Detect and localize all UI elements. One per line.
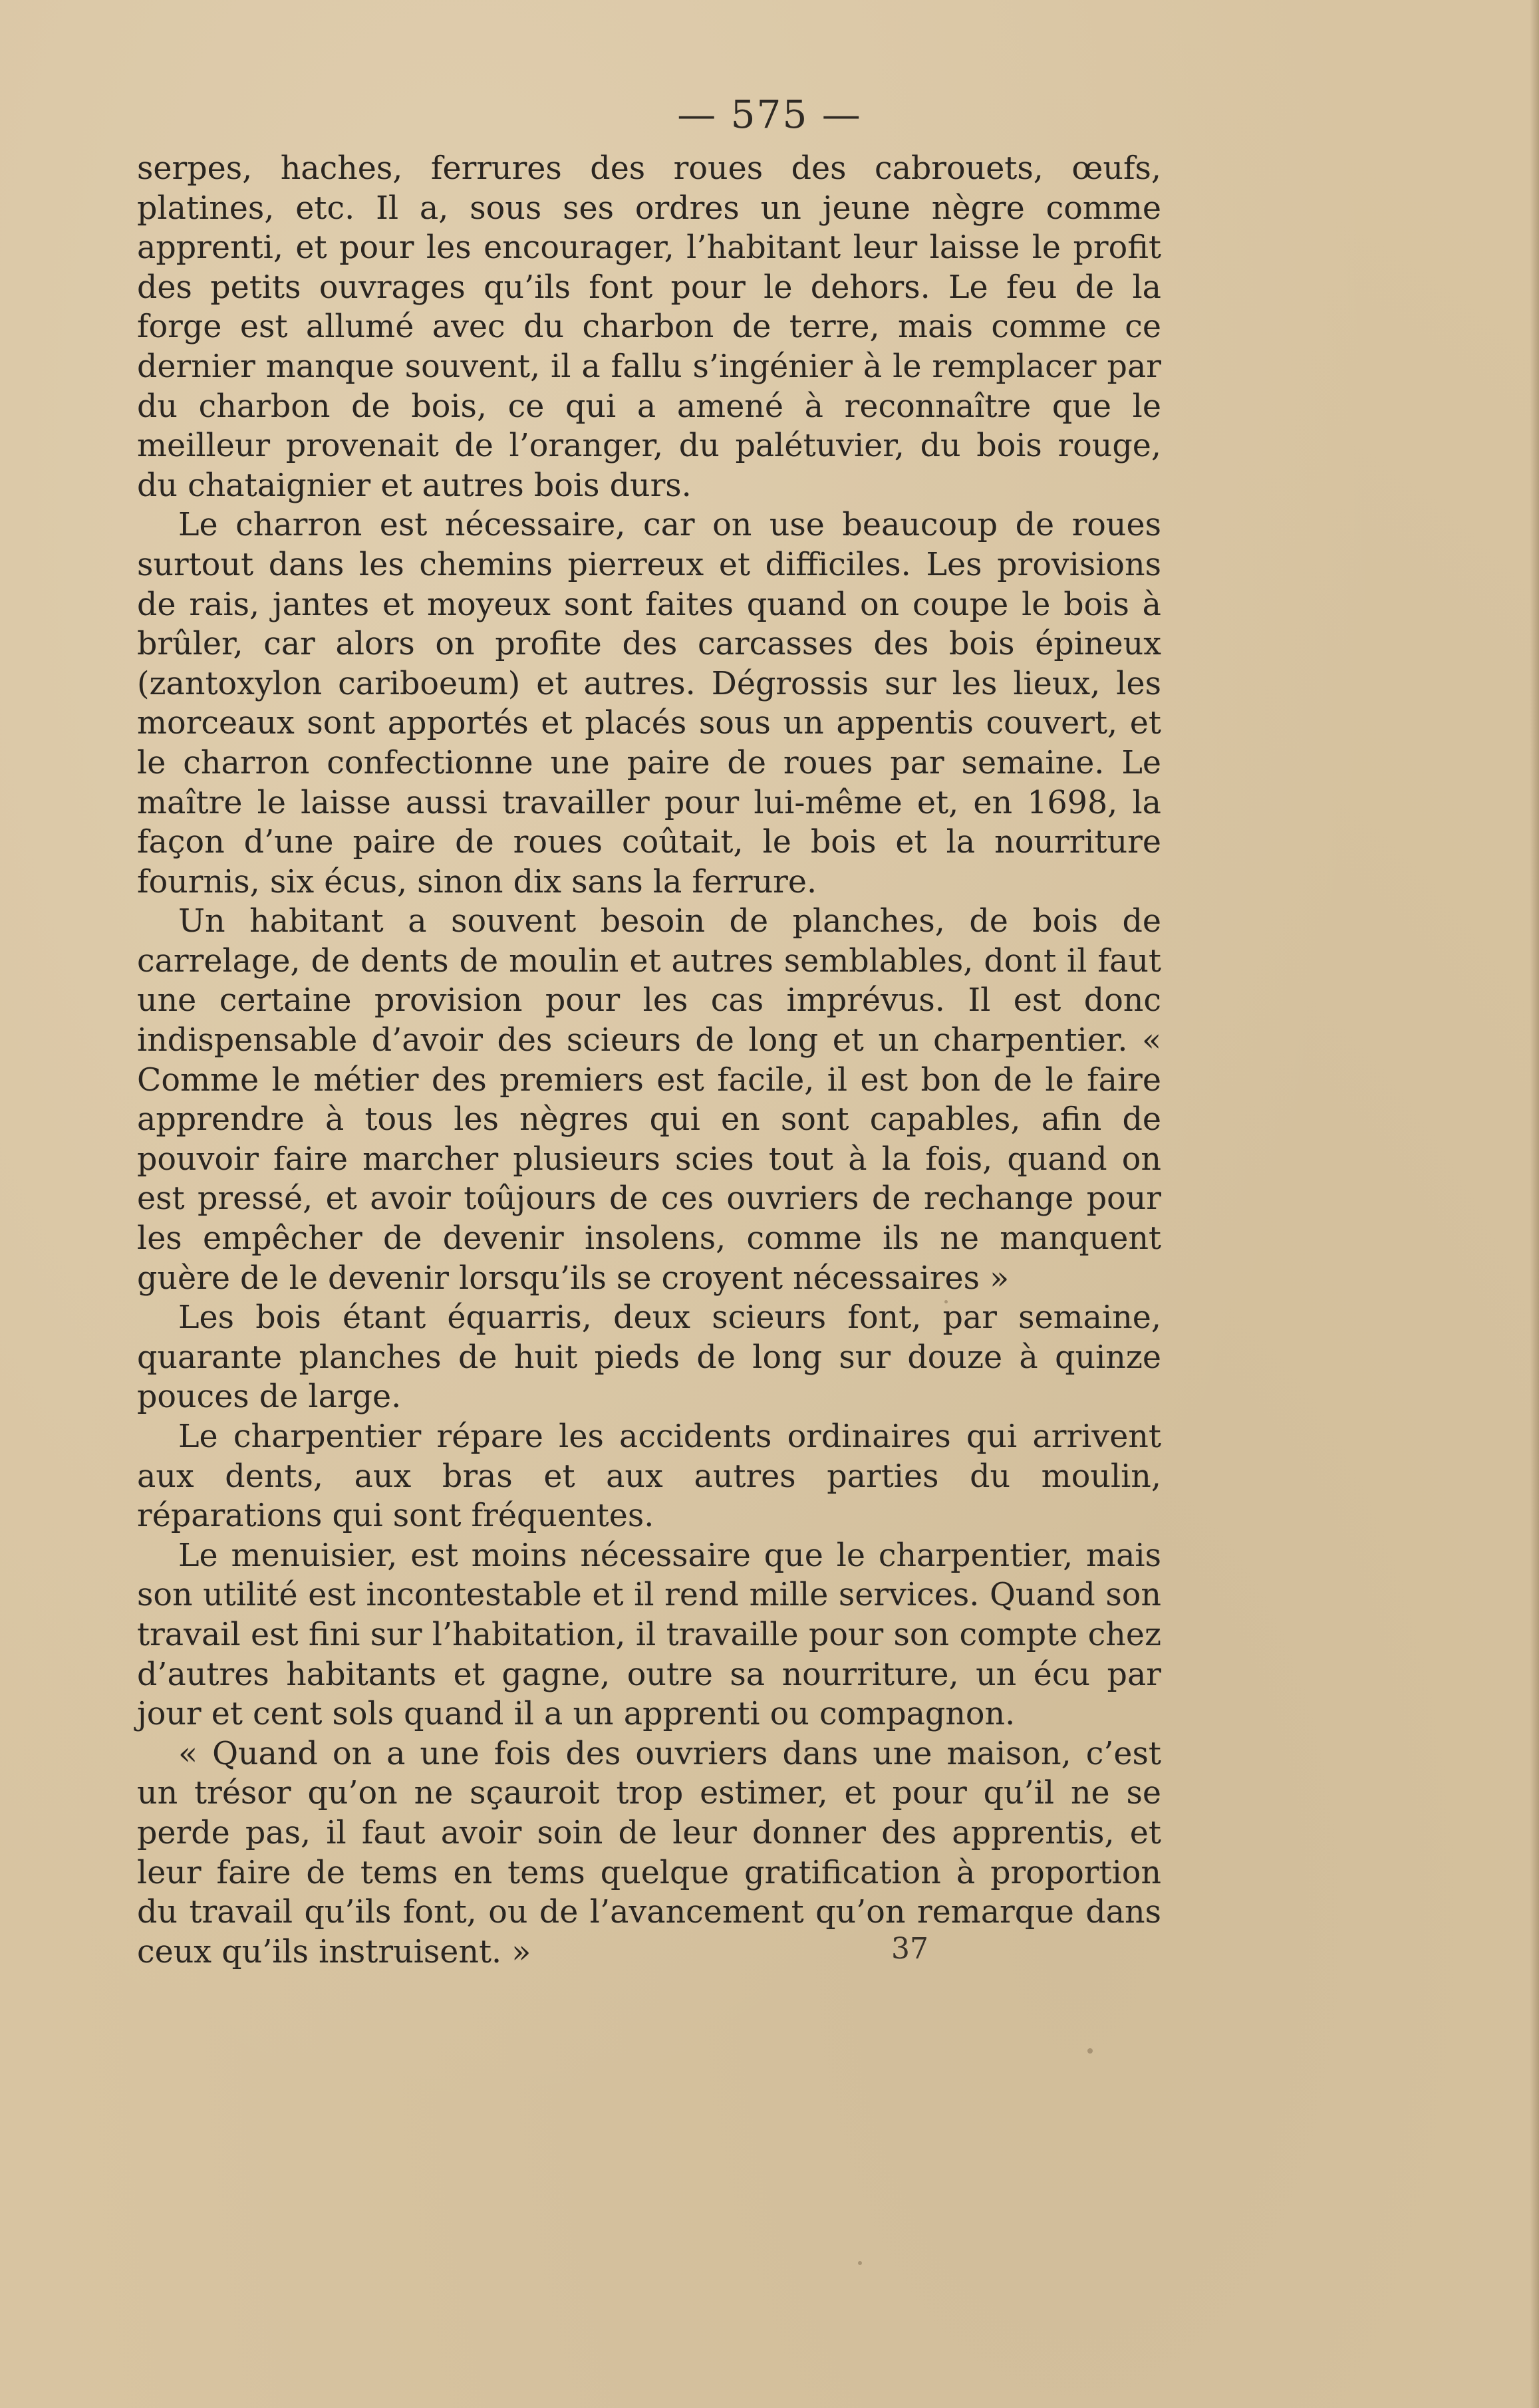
- signature-mark: 37: [891, 1932, 928, 1966]
- paragraph-6: Le menuisier, est moins nécessaire que le charpentier, mais son utilité est incontestable et il rend mille services. Quand son travail est fini sur l’habitation, il travaille pour son compte chez d’autres habitants et gagne, outre sa nourriture, un écu par jour et cent sols quand il a un apprenti ou compagnon.: [137, 1537, 1161, 1733]
- paper-speck: [1087, 2048, 1093, 2054]
- body-text: [137, 149, 1161, 1972]
- paper-speck: [858, 2261, 862, 2265]
- paragraph-3: Un habitant a souvent besoin de planches, de bois de carrelage, de dents de moulin et autres semblables, dont il faut une certaine provision pour les cas imprévus. Il est donc indispensable d’avoir des scieurs de long et un charpentier. « Comme le métier des premiers est facile, il est bon de le faire apprendre à tous les nègres qui en sont capables, afin de pouvoir faire marcher plusieurs scies tout à la fois, quand on est pressé, et avoir toûjours de ces ouvriers de rechange pour les empêcher de devenir insolens, comme ils ne manquent guère de le devenir lorsqu’ils se croyent nécessaires »: [137, 903, 1161, 1297]
- paragraph-7: « Quand on a une fois des ouvriers dans une maison, c’est un trésor qu’on ne sçauroit trop estimer, et pour qu’il ne se perde pas, il faut avoir soin de leur donner des apprentis, et leur faire de tems en tems quelque gratification à proportion du travail qu’ils font, ou de l’avancement qu’on remarque dans ceux qu’ils instruisent. »: [137, 1735, 1161, 1970]
- page-number: — 575 —: [677, 92, 862, 137]
- paragraph-1: serpes, haches, ferrures des roues des cabrouets, œufs, platines, etc. Il a, sous ses ordres un jeune nègre comme apprenti, et pour les encourager, l’habitant leur laisse le profit des petits ouvrages qu’ils font pour le dehors. Le feu de la forge est allumé avec du charbon de terre, mais comme ce dernier manque souvent, il a fallu s’ingénier à le remplacer par du charbon de bois, ce qui a amené à reconnaître que le meilleur provenait de l’oranger, du palétuvier, du bois rouge, du chataignier et autres bois durs.: [137, 150, 1161, 504]
- paper-speck: [944, 1300, 948, 1303]
- paragraph-2: Le charron est nécessaire, car on use beaucoup de roues surtout dans les chemins pierreux et difficiles. Les provisions de rais, jantes et moyeux sont faites quand on coupe le bois à brûler, car alors on profite des carcasses des bois épineux (zantoxylon cariboeum) et autres. Dégrossis sur les lieux, les morceaux sont apportés et placés sous un appentis couvert, et le charron confectionne une paire de roues par semaine. Le maître le laisse aussi travailler pour lui-même et, en 1698, la façon d’une paire de roues coûtait, le bois et la nourriture fournis, six écus, sinon dix sans la ferrure.: [137, 507, 1161, 900]
- paragraph-4: Les bois étant équarris, deux scieurs font, par semaine, quarante planches de huit pieds de long sur douze à quinze pouces de large.: [137, 1299, 1161, 1416]
- paragraph-5: Le charpentier répare les accidents ordinaires qui arrivent aux dents, aux bras et aux autres parties du moulin, réparations qui sont fréquentes.: [137, 1418, 1161, 1535]
- page-edge-shadow: [1530, 0, 1539, 2408]
